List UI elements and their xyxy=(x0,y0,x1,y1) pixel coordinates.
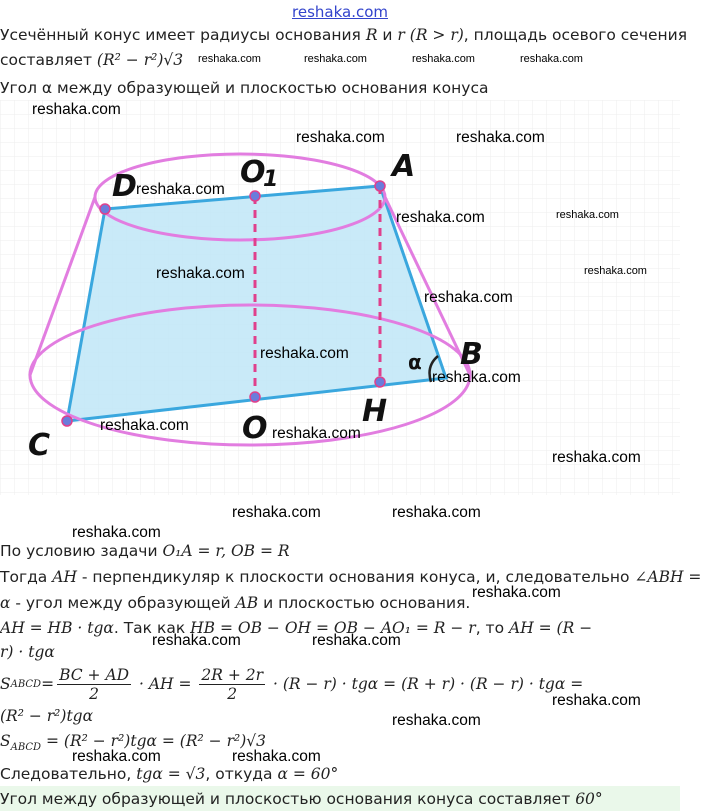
solution-line-5 xyxy=(0,641,55,663)
problem-question xyxy=(0,77,488,99)
watermark: reshaka.com xyxy=(392,504,481,521)
watermark: reshaka.com xyxy=(32,101,121,118)
watermark: reshaka.com xyxy=(392,712,481,729)
solution-text: Следовательно, xyxy=(0,765,137,783)
point-H xyxy=(375,377,385,387)
point-D xyxy=(100,204,110,214)
math-AH: AH xyxy=(52,568,77,586)
math-area-eq: = (R² − r²)tgα = (R² − r²)√3 xyxy=(41,732,266,750)
math-area-tg: (R² − r²)tgα xyxy=(0,707,94,725)
solution-line-6 xyxy=(0,662,583,706)
watermark: reshaka.com xyxy=(456,129,545,146)
label-O1-sub: 1 xyxy=(263,167,279,192)
math-R: R xyxy=(365,26,378,44)
watermark: reshaka.com xyxy=(520,53,583,65)
watermark: reshaka.com xyxy=(156,265,245,282)
label-H: H xyxy=(362,394,388,429)
answer-line xyxy=(0,788,603,810)
watermark: reshaka.com xyxy=(424,289,513,306)
math-given: O₁A = r, OB = R xyxy=(162,542,290,560)
watermark: reshaka.com xyxy=(136,181,225,198)
watermark: reshaka.com xyxy=(396,209,485,226)
label-O1: O xyxy=(240,155,266,190)
math-alpha-result: α = 60° xyxy=(277,765,339,783)
solution-text: - угол между образующей xyxy=(10,594,236,612)
point-O xyxy=(250,392,260,402)
math-condition: (R > r) xyxy=(404,26,464,44)
point-C xyxy=(62,416,72,426)
watermark: reshaka.com xyxy=(260,345,349,362)
watermark: reshaka.com xyxy=(556,209,619,221)
watermark: reshaka.com xyxy=(584,265,647,277)
math-AB: AB xyxy=(235,594,259,612)
point-O1 xyxy=(250,191,260,201)
watermark: reshaka.com xyxy=(296,129,385,146)
solution-line-4 xyxy=(0,617,592,639)
math-area: (R² − r²)√3 xyxy=(96,51,184,69)
math-rest: · (R − r) · tgα = (R + r) · (R − r) · tgα = xyxy=(268,675,584,693)
truncated-cone-figure xyxy=(0,100,680,495)
watermark: reshaka.com xyxy=(552,449,641,466)
watermark: reshaka.com xyxy=(472,584,561,601)
problem-line-2 xyxy=(0,49,183,71)
answer-math: 60° xyxy=(575,790,603,808)
math-HB-eq: HB = OB − OH = OB − AO₁ = R − r xyxy=(190,619,476,637)
math-eq: = xyxy=(41,675,55,693)
label-D: D xyxy=(112,169,137,204)
fraction-1 xyxy=(57,666,131,703)
solution-line-2 xyxy=(0,566,701,588)
label-alpha: α xyxy=(408,350,422,374)
math-tg: tgα = √3 xyxy=(136,765,206,783)
label-A: A xyxy=(392,149,416,184)
math-AH-term: · AH = xyxy=(134,675,197,693)
solution-text: - перпендикуляр к плоскости основания конуса, и, следовательно xyxy=(76,568,635,586)
fraction-1-denominator: 2 xyxy=(89,684,99,703)
answer-text: Угол между образующей и плоскостью основания конуса составляет xyxy=(0,790,576,808)
math-S-sub: ABCD xyxy=(10,742,42,754)
watermark: reshaka.com xyxy=(432,369,521,386)
solution-line-9 xyxy=(0,763,338,785)
question-text: Угол α между образующей и плоскостью основания конуса xyxy=(0,79,489,97)
problem-text: Усечённый конус имеет радиусы основания xyxy=(0,26,366,44)
solution-text: , то xyxy=(475,619,509,637)
solution-text: . Так как xyxy=(113,619,191,637)
solution-text: Тогда xyxy=(0,568,53,586)
watermark: reshaka.com xyxy=(72,748,161,765)
watermark: reshaka.com xyxy=(152,632,241,649)
math-S: S xyxy=(0,675,11,693)
math-S-sub: ABCD xyxy=(10,678,42,690)
solution-text: и плоскостью основания. xyxy=(258,594,471,612)
watermark: reshaka.com xyxy=(232,748,321,765)
solution-line-3 xyxy=(0,592,470,614)
label-C: C xyxy=(28,428,51,463)
watermark: reshaka.com xyxy=(272,425,361,442)
answer-box xyxy=(0,786,680,811)
point-A xyxy=(375,181,385,191)
watermark: reshaka.com xyxy=(312,632,401,649)
problem-text: и xyxy=(377,26,398,44)
problem-text: составляет xyxy=(0,51,97,69)
math-AH-result: AH = (R − xyxy=(509,619,593,637)
math-alpha: α xyxy=(0,594,11,612)
watermark: reshaka.com xyxy=(304,53,367,65)
math-angle: ∠ABH = xyxy=(634,568,701,586)
solution-line-7 xyxy=(0,705,93,727)
fraction-1-numerator: BC + AD xyxy=(59,665,130,684)
watermark: reshaka.com xyxy=(412,53,475,65)
fraction-2-numerator: 2R + 2r xyxy=(201,665,264,684)
math-r: r xyxy=(397,26,405,44)
fraction-2-denominator: 2 xyxy=(227,684,238,703)
label-B: B xyxy=(460,337,483,372)
problem-text: , площадь осевого сечения xyxy=(463,26,688,44)
fraction-2 xyxy=(199,666,265,703)
label-O: O xyxy=(242,411,268,446)
math-S: S xyxy=(0,732,11,750)
site-link[interactable]: reshaka.com xyxy=(292,3,388,21)
solution-text: , откуда xyxy=(205,765,278,783)
problem-line-1 xyxy=(0,24,687,46)
solution-line-1 xyxy=(0,540,290,562)
watermark: reshaka.com xyxy=(552,692,641,709)
math-AH-eq: AH = HB · tgα xyxy=(0,619,114,637)
watermark: reshaka.com xyxy=(100,417,189,434)
watermark: reshaka.com xyxy=(72,524,161,541)
watermark: reshaka.com xyxy=(232,504,321,521)
math-AH-result-cont: r) · tgα xyxy=(0,643,55,661)
watermark: reshaka.com xyxy=(198,53,261,65)
solution-text: По условию задачи xyxy=(0,542,163,560)
